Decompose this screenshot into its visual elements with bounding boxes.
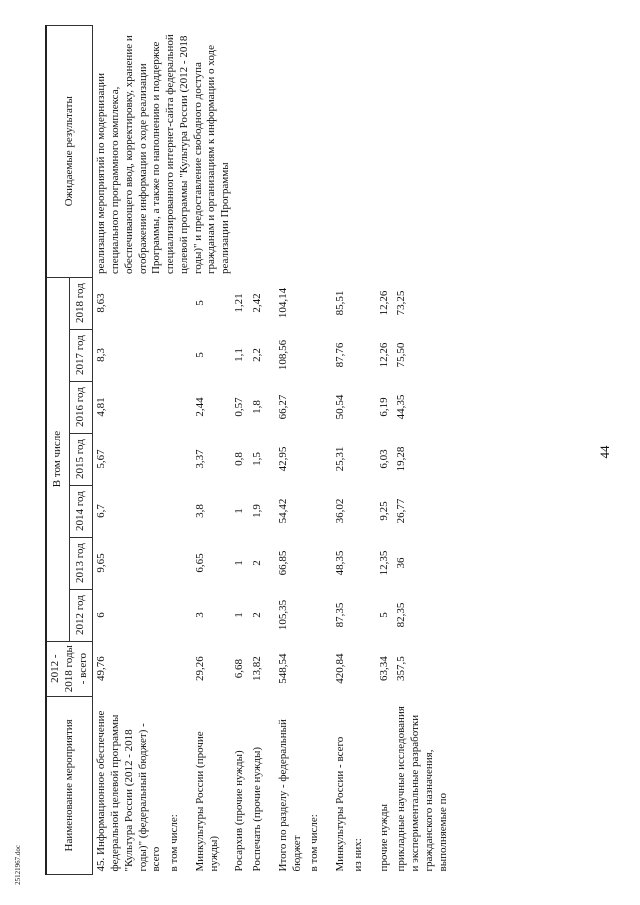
total-value: 63,34 xyxy=(377,656,390,682)
total-value: 13,82 xyxy=(251,656,263,682)
year-value: 4,81 xyxy=(93,381,166,433)
total-value: 29,26 xyxy=(193,656,206,682)
total-value xyxy=(306,641,324,696)
year-value: 5 xyxy=(193,300,206,306)
table-row xyxy=(393,26,452,875)
year-value: 3 xyxy=(193,612,206,618)
year-value: 12,26 xyxy=(377,290,390,316)
year-value xyxy=(350,277,368,329)
activity-name: Итого по разделу - федеральный бюджет xyxy=(276,719,303,872)
expected-result xyxy=(306,26,324,278)
year-value: 105,35 xyxy=(276,599,289,631)
activity-name: из них: xyxy=(351,838,364,872)
year-value: 19,28 xyxy=(395,446,408,472)
header-name: Наименование мероприятия xyxy=(46,696,93,874)
year-value xyxy=(350,329,368,381)
year-value: 5 xyxy=(193,352,206,358)
header-year: 2017 год xyxy=(70,329,93,381)
year-value: 2,2 xyxy=(251,348,263,362)
year-value: 5 xyxy=(377,612,390,618)
year-value: 73,25 xyxy=(395,290,408,316)
year-value xyxy=(166,277,184,329)
year-value: 6 xyxy=(93,589,166,641)
expected-result xyxy=(368,26,394,278)
year-value: 6,65 xyxy=(193,553,206,573)
document-reference: 25121967.doc xyxy=(14,845,22,885)
activity-name: Минкультуры России - всего xyxy=(334,736,346,872)
year-value: 1,5 xyxy=(251,452,263,466)
year-value: 1 xyxy=(233,560,246,566)
year-value xyxy=(350,433,368,485)
table-row xyxy=(350,26,368,875)
year-value: 75,50 xyxy=(395,342,408,368)
header-year: 2012 год xyxy=(70,589,93,641)
activities-table xyxy=(45,25,452,875)
year-value: 42,95 xyxy=(276,446,289,472)
year-value: 1 xyxy=(233,508,246,514)
year-value: 2 xyxy=(251,560,263,566)
year-value: 1,1 xyxy=(233,348,246,362)
expected-result xyxy=(267,26,307,278)
total-value xyxy=(166,641,184,696)
header-year: 2014 год xyxy=(70,485,93,537)
table-row xyxy=(368,26,394,875)
year-value xyxy=(306,329,324,381)
year-value: 85,51 xyxy=(334,290,346,316)
year-value: 9,65 xyxy=(93,537,166,589)
year-value: 1,9 xyxy=(251,504,263,518)
year-value: 44,35 xyxy=(395,394,408,420)
year-value: 87,76 xyxy=(334,342,346,368)
total-value: 49,76 xyxy=(93,641,166,696)
year-value: 9,25 xyxy=(377,501,390,521)
year-value: 1 xyxy=(233,612,246,618)
year-value xyxy=(350,589,368,641)
year-value xyxy=(166,433,184,485)
total-value: 548,54 xyxy=(276,653,289,684)
year-value: 0,8 xyxy=(233,452,246,466)
year-value: 3,37 xyxy=(193,449,206,469)
activity-name: в том числе: xyxy=(168,814,180,872)
expected-result xyxy=(393,26,452,278)
expected-result: реализация мероприятий по модернизации специального программного комплекса, обеспечивающего ввод, корректировку, хранение и отображение информации о ходе реализации Программы, а также по наполнению и поддержке специализированного интернет-сайта федеральной целевой программы "Культура России (2012 - 2018 годы)" и предоставление свободного доступа гражданам и организациям к информации о ходе реализации Программы xyxy=(93,26,267,278)
year-value xyxy=(166,329,184,381)
year-value xyxy=(306,485,324,537)
year-value: 36 xyxy=(395,557,408,569)
header-total: 2012 - 2018 годы - всего xyxy=(46,641,93,696)
header-result: Ожидаемые результаты xyxy=(46,26,93,278)
table-row xyxy=(93,26,166,875)
table-row xyxy=(267,26,307,875)
year-value: 1,8 xyxy=(251,400,263,414)
year-value: 2 xyxy=(251,612,263,618)
year-value xyxy=(166,537,184,589)
page-number: 44 xyxy=(597,445,612,459)
year-value: 25,31 xyxy=(334,446,346,472)
table-row xyxy=(306,26,324,875)
activity-name: 45. Информационное обеспечение федеральной целевой программы "Культура России (2012 - 2018 годы)" (федеральный бюджет) - всего xyxy=(93,696,166,874)
year-value: 5,67 xyxy=(93,433,166,485)
year-value: 8,63 xyxy=(93,277,166,329)
year-value: 66,27 xyxy=(276,394,289,420)
year-value xyxy=(306,277,324,329)
expected-result xyxy=(350,26,368,278)
year-value xyxy=(306,433,324,485)
header-year: 2016 год xyxy=(70,381,93,433)
year-value xyxy=(350,485,368,537)
activity-name: Роспечать (прочие нужды) xyxy=(251,746,263,872)
year-value xyxy=(306,381,324,433)
year-value: 108,56 xyxy=(276,339,289,371)
activity-name: Росархив (прочие нужды) xyxy=(233,750,246,872)
activity-name: в том числе: xyxy=(308,814,321,872)
year-value xyxy=(166,589,184,641)
header-year: 2013 год xyxy=(70,537,93,589)
year-value: 48,35 xyxy=(334,550,346,576)
year-value xyxy=(306,589,324,641)
rotated-table-area xyxy=(45,25,565,875)
year-value: 50,54 xyxy=(334,394,346,420)
activity-name: прикладные научные исследования и экспериментальные разработки гражданского назначения, выполняемые по xyxy=(395,706,449,872)
year-value: 2,42 xyxy=(251,293,263,313)
year-value: 82,35 xyxy=(395,602,408,628)
header-group: В том числе xyxy=(46,277,70,641)
activity-name: прочие нужды xyxy=(377,804,390,872)
year-value: 104,14 xyxy=(276,287,289,319)
total-value xyxy=(350,641,368,696)
year-value: 2,44 xyxy=(193,397,206,417)
year-value: 12,26 xyxy=(377,342,390,368)
year-value: 36,02 xyxy=(334,498,346,524)
total-value: 420,84 xyxy=(334,653,346,684)
year-value: 8,3 xyxy=(93,329,166,381)
year-value: 54,42 xyxy=(276,498,289,524)
year-value xyxy=(306,537,324,589)
year-value: 26,77 xyxy=(395,498,408,524)
table-row xyxy=(324,26,350,875)
year-value: 66,85 xyxy=(276,550,289,576)
year-value: 1,21 xyxy=(233,293,246,313)
expected-result xyxy=(324,26,350,278)
year-value: 12,35 xyxy=(377,550,390,576)
year-value xyxy=(350,381,368,433)
year-value: 6,19 xyxy=(377,397,390,417)
year-value xyxy=(350,537,368,589)
header-year: 2015 год xyxy=(70,433,93,485)
year-value: 87,35 xyxy=(334,602,346,628)
total-value: 357,5 xyxy=(395,656,408,682)
header-year: 2018 год xyxy=(70,277,93,329)
year-value: 6,03 xyxy=(377,449,390,469)
year-value: 0,57 xyxy=(233,397,246,417)
year-value: 6,7 xyxy=(93,485,166,537)
year-value xyxy=(166,485,184,537)
total-value: 6,68 xyxy=(233,659,246,679)
table-body xyxy=(93,26,453,875)
year-value: 3,8 xyxy=(193,504,206,518)
activity-name: Минкультуры России (прочие нужды) xyxy=(193,731,220,872)
year-value xyxy=(166,381,184,433)
